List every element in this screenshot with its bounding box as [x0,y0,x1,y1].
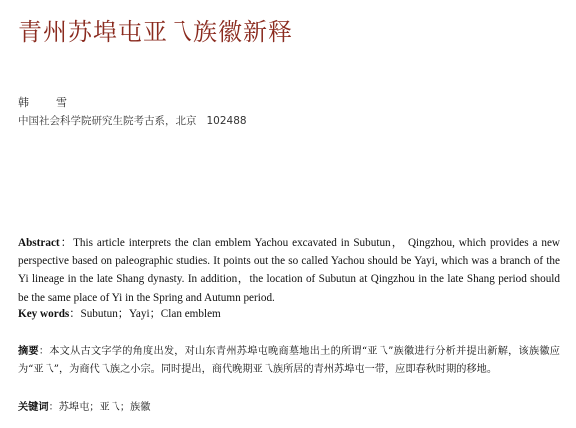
author-name: 韩 雪 [18,96,75,109]
author-affiliation [18,113,247,128]
article-title: 青州苏埠屯亚乁族徽新释 [18,18,293,46]
affiliation-institution: 中国社会科学院研究生院考古系，北京 [18,115,197,127]
chinese-keywords-separator: ： [48,402,59,413]
english-keywords [18,305,221,321]
chinese-abstract [18,343,560,379]
english-abstract-separator: ： [59,237,74,249]
chinese-keywords-text: 苏埠屯；亚乁；族徽 [58,402,151,413]
english-abstract-text: This article interprets the clan emblem Yachou excavated in Subutun， Qingzhou, which provides a new perspective based on paleographic studies. It points out the so called Yachou should be Yayi, which was a branch of the Yi lineage in the late Shang dynasty. In addition，the location of Subutun at Qingzhou in the late Shang period should be the same place of Yi in the Spring and Autumn period. [18,237,560,304]
chinese-abstract-label: 摘要 [18,346,39,357]
chinese-abstract-text: 本文从古文字学的角度出发，对山东青州苏埠屯晚商墓地出土的所谓“亚乁”族徽进行分析并提出新解，该族徽应为“亚乁”，为商代乁族之小宗。同时提出，商代晚期亚乁族所居的青州苏埠屯一带，应即春秋时期的移地。 [18,346,560,375]
chinese-keywords-label: 关键词 [18,402,49,413]
english-abstract-label: Abstract [18,237,60,249]
english-keywords-label: Key words [18,308,70,320]
affiliation-postcode: 102488 [206,115,247,127]
english-keywords-separator: ： [69,308,81,320]
chinese-keywords [18,398,150,413]
english-keywords-text: Subutun；Yayi；Clan emblem [80,308,221,320]
english-abstract [18,234,560,307]
chinese-abstract-separator: ： [38,346,50,357]
